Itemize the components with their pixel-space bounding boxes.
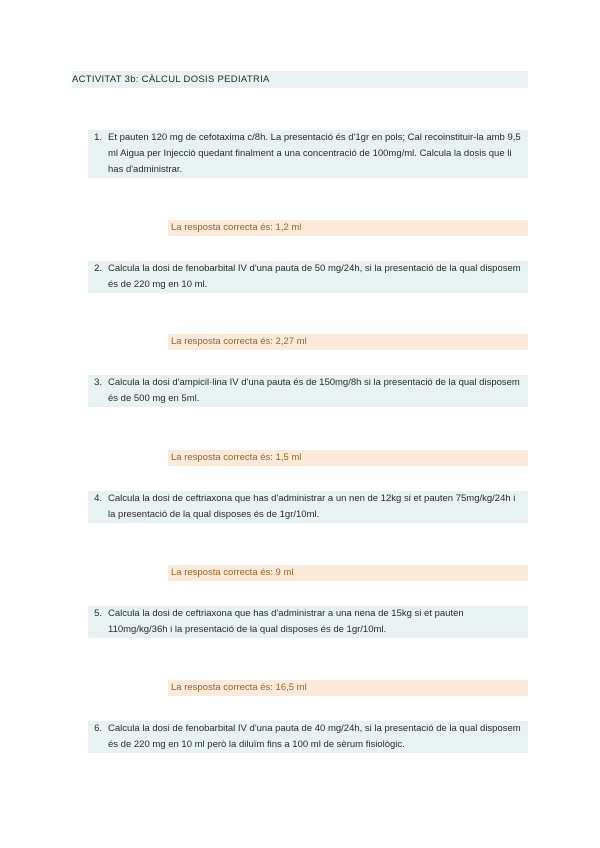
question-number: 6. (94, 723, 102, 734)
question-text: Calcula la dosi de ceftriaxona que has d'administrar a una nena de 15kg si et pauten 110mg/kg/36h i la presentació de la qual disposes és de 1gr/10ml. (108, 608, 464, 635)
question-text: Calcula la dosi de fenobarbital IV d'una pauta de 40 mg/24h, si la presentació de la qual disposem és de 220 mg en 10 ml però la diluïm fins a 100 ml de sèrum fisiològic. (108, 723, 521, 750)
question-4 (88, 491, 528, 523)
answer-3: La resposta correcta és: 1,5 ml (168, 450, 528, 466)
question-number: 4. (94, 493, 102, 504)
question-text: Calcula la dosi de ceftriaxona que has d'administrar a un nen de 12kg si et pauten 75mg/kg/24h i la presentació de la qual disposes és de 1gr/10ml. (108, 493, 516, 520)
page-title: ACTIVITAT 3b: CÀLCUL DOSIS PEDIATRIA (72, 71, 528, 88)
answer-4: La resposta correcta és: 9 ml (168, 565, 528, 581)
question-text: Calcula la dosi d'ampicil·lina IV d'una pauta és de 150mg/8h si la presentació de la qual disposem és de 500 mg en 5ml. (108, 377, 520, 404)
question-text: Calcula la dosi de fenobarbital IV d'una pauta de 50 mg/24h, si la presentació de la qual disposem és de 220 mg en 10 ml. (108, 263, 521, 290)
answer-5: La resposta correcta és: 16,5 ml (168, 680, 528, 696)
question-number: 3. (94, 377, 102, 388)
answer-2: La resposta correcta és: 2,27 ml (168, 334, 528, 350)
question-5 (88, 606, 528, 638)
question-text: Et pauten 120 mg de cefotaxima c/8h. La presentació és d'1gr en pols; Cal recoinstituir-la amb 9,5 ml Aigua per Injecció quedant finalment a una concentració de 100mg/ml. Calcula la dosis que li has d'administrar. (108, 132, 521, 175)
question-6 (88, 721, 528, 753)
question-number: 2. (94, 263, 102, 274)
question-number: 5. (94, 608, 102, 619)
question-1 (88, 130, 528, 178)
answer-1: La resposta correcta és: 1,2 ml (168, 220, 528, 236)
question-number: 1. (94, 132, 102, 143)
question-2 (88, 261, 528, 293)
question-3 (88, 375, 528, 407)
